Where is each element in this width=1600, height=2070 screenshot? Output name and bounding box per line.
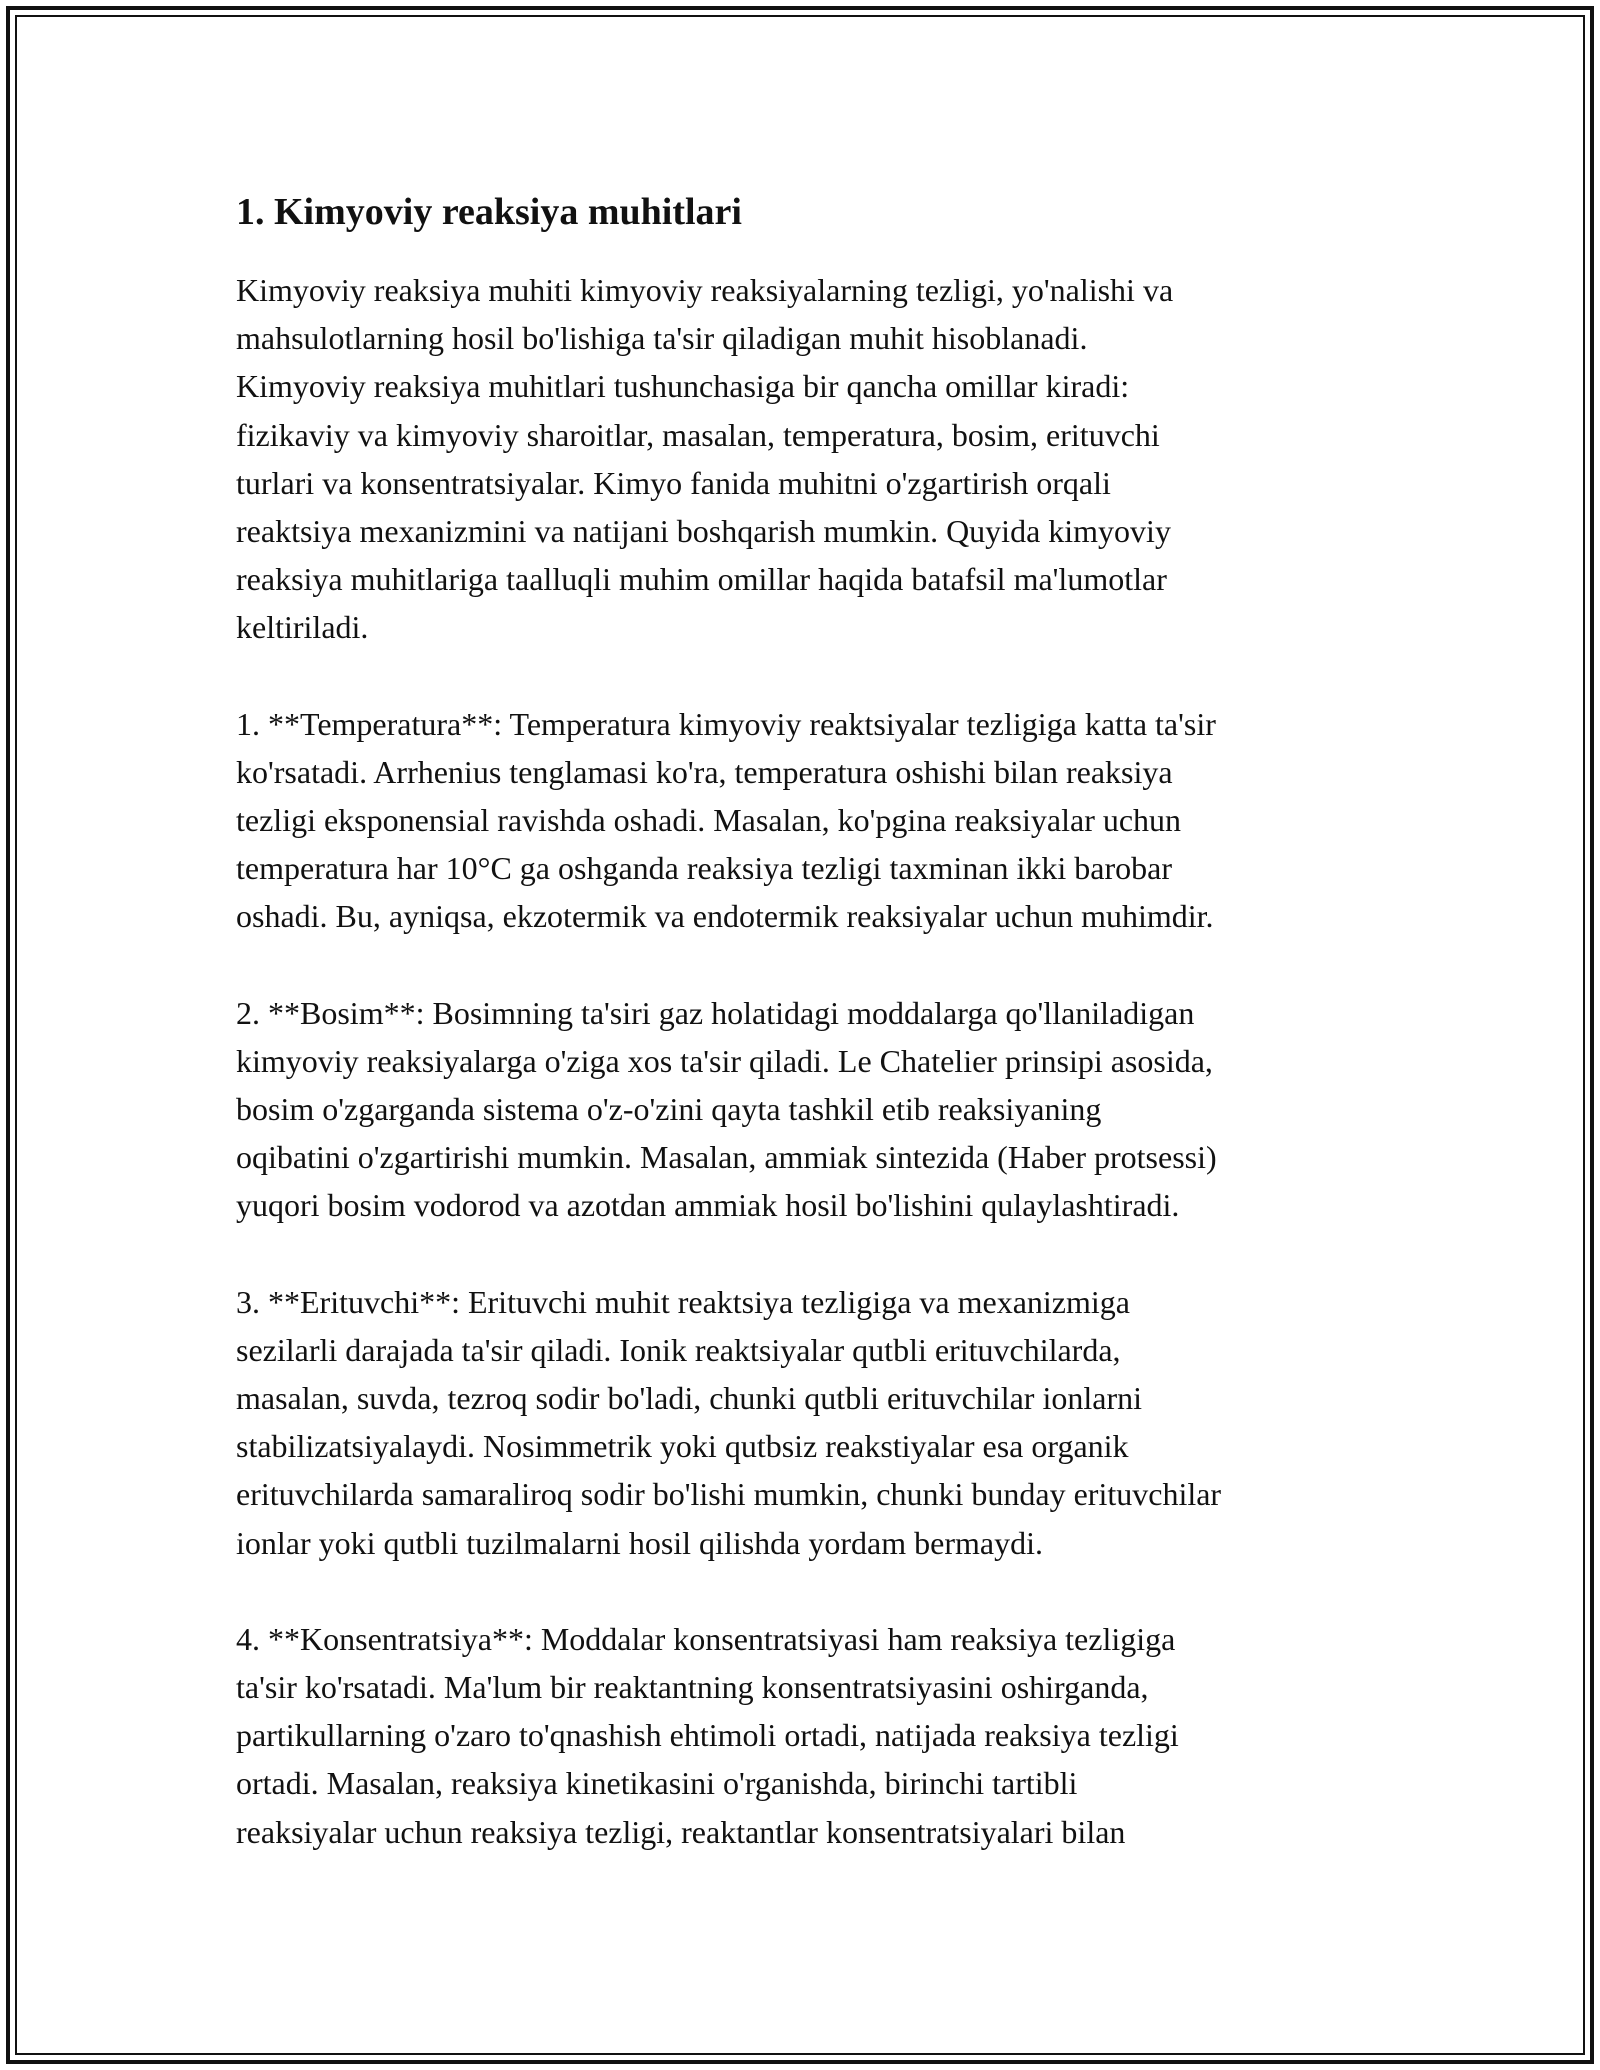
solvent-paragraph: 3. **Erituvchi**: Erituvchi muhit reaktsiya tezligiga va mexanizmiga sezilarli darajada ta'sir qiladi. Ionik reaktsiyalar qutbli erituvchilarda, masalan, suvda, tezroq sodir bo'ladi, chunki qutbli erituvchilar ionlarni stabilizatsiyalaydi. Nosimmetrik yoki qutbsiz reakstiyalar esa organik erituvchilarda samaraliroq sodir bo'lishi mumkin, chunki bunday erituvchilar ionlar yoki qutbli tuzilmalarni hosil qilishda yordam bermaydi. (236, 1283, 1222, 1561)
document-body (236, 186, 1376, 1904)
pressure-paragraph: 2. **Bosim**: Bosimning ta'siri gaz holatidagi moddalarga qo'llaniladigan kimyoviy reaksiyalarga o'ziga xos ta'sir qiladi. Le Chatelier prinsipi asosida, bosim o'zgarganda sistema o'z-o'zini qayta tashkil etib reaksiyaning oqibatini o'zgartirishi mumkin. Masalan, ammiak sintezida (Haber protsessi) yuqori bosim vodorod va azotdan ammiak hosil bo'lishini qulaylashtiradi. (236, 994, 1217, 1224)
concentration-paragraph: 4. **Konsentratsiya**: Moddalar konsentratsiyasi ham reaksiya tezligiga ta'sir ko'rsatadi. Ma'lum bir reaktantning konsentratsiyasini oshirganda, partikullarning o'zaro to'qnashish ehtimoli ortadi, natijada reaksiya tezligi ortadi. Masalan, reaksiya kinetikasini o'rganishda, birinchi tartibli reaksiyalar uchun reaksiya tezligi, reaktantlar konsentratsiyalari bilan (236, 1620, 1179, 1850)
document-title: 1. Kimyoviy reaksiya muhitlari (236, 191, 742, 233)
intro-paragraph: Kimyoviy reaksiya muhiti kimyoviy reaksiyalarning tezligi, yo'nalishi va mahsulotlarning hosil bo'lishiga ta'sir qiladigan muhit hisoblanadi. Kimyoviy reaksiya muhitlari tushunchasiga bir qancha omillar kiradi: fizikaviy va kimyoviy sharoitlar, masalan, temperatura, bosim, erituvchi turlari va konsentratsiyalar. Kimyo fanida muhitni o'zgartirish orqali reaktsiya mexanizmini va natijani boshqarish mumkin. Quyida kimyoviy reaksiya muhitlariga taalluqli muhim omillar haqida batafsil ma'lumotlar keltiriladi. (236, 272, 1174, 646)
temperature-paragraph: 1. **Temperatura**: Temperatura kimyoviy reaktsiyalar tezligiga katta ta'sir ko'rsatadi. Arrhenius tenglamasi ko'ra, temperatura oshishi bilan reaksiya tezligi eksponensial ravishda oshadi. Masalan, ko'pgina reaksiyalar uchun temperatura har 10°C ga oshganda reaksiya tezligi taxminan ikki barobar oshadi. Bu, ayniqsa, ekzotermik va endotermik reaksiyalar uchun muhimdir. (236, 705, 1216, 935)
